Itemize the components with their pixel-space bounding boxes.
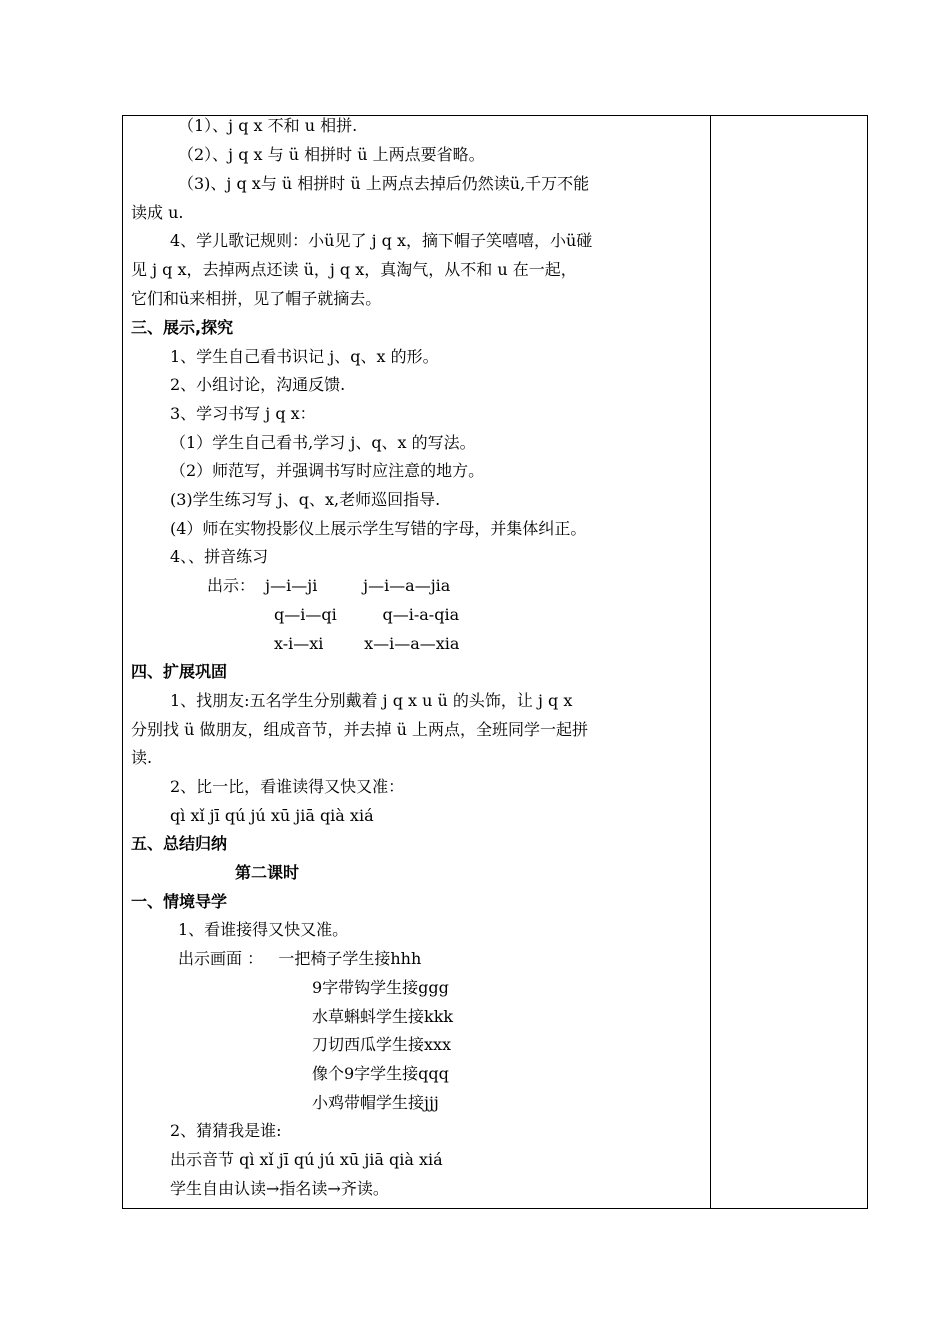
- text-line: 1、找朋友:五名学生分别戴着 j q x u ü 的头饰，让 j q x: [170, 691, 573, 710]
- section-heading: 三、展示,探究: [131, 318, 234, 337]
- text-line: （2）师范写，并强调书写时应注意的地方。: [170, 461, 485, 480]
- text-line: 2、猜猜我是谁:: [170, 1121, 282, 1140]
- text-line: 2、比一比，看谁读得又快又准：: [170, 777, 405, 796]
- text-line: 水草蝌蚪学生接kkk: [312, 1007, 454, 1026]
- text-line: 它们和ü来相拼，见了帽子就摘去。: [131, 289, 382, 308]
- text-line: 像个9字学生接qqq: [312, 1064, 449, 1083]
- lesson-period-title: 第二课时: [235, 863, 300, 882]
- text-line: 读.: [131, 748, 153, 767]
- section-heading: 五、总结归纳: [131, 834, 228, 853]
- text-line: （3)、j q x与 ü 相拼时 ü 上两点去掉后仍然读ü,千万不能: [178, 174, 590, 193]
- text-line: 4、、拼音练习: [170, 547, 269, 566]
- text-line: 1、看谁接得又快又准。: [178, 920, 349, 939]
- text-line: 2、小组讨论，沟通反馈.: [170, 375, 346, 394]
- text-line: 见 j q x，去掉两点还读 ü，j q x，真淘气，从不和 u 在一起，: [131, 260, 577, 279]
- section-heading: 一、情境导学: [131, 892, 228, 911]
- text-line: 出示： j—i—ji j—i—a—jia: [207, 576, 451, 595]
- text-line: x-i—xi x—i—a—xia: [274, 634, 460, 653]
- text-line: 9字带钩学生接ggg: [312, 978, 449, 997]
- text-line: qì xǐ jī qú jú xū jiā qià xiá: [170, 806, 374, 825]
- text-line: （2）、j q x 与 ü 相拼时 ü 上两点要省略。: [178, 145, 485, 164]
- text-line: 出示音节 qì xǐ jī qú jú xū jiā qià xiá: [170, 1150, 443, 1169]
- table-column-divider: [710, 115, 711, 1209]
- text-line: (4）师在实物投影仪上展示学生写错的字母，并集体纠正。: [170, 519, 587, 538]
- text-line: 分别找 ü 做朋友，组成音节，并去掉 ü 上两点，全班同学一起拼: [131, 720, 588, 739]
- text-line: 出示画面 ： 一把椅子学生接hhh: [178, 949, 422, 968]
- text-line: 3、学习书写 j q x：: [170, 404, 316, 423]
- section-heading: 四、扩展巩固: [131, 662, 228, 681]
- text-line: 4、学儿歌记规则：小ü见了 j q x，摘下帽子笑嘻嘻，小ü碰: [170, 231, 593, 250]
- text-line: q—i—qi q—i-a-qia: [274, 605, 460, 624]
- text-line: (3)学生练习写 j、q、x,老师巡回指导.: [170, 490, 441, 509]
- text-line: 小鸡带帽学生接jjj: [312, 1093, 439, 1112]
- text-line: （1）学生自己看书,学习 j、q、x 的写法。: [170, 433, 476, 452]
- text-line: 1、学生自己看书识记 j、q、x 的形。: [170, 347, 439, 366]
- text-line: （1）、j q x 不和 u 相拼.: [178, 116, 358, 135]
- text-line: 读成 u.: [131, 203, 184, 222]
- text-line: 学生自由认读→指名读→齐读。: [170, 1179, 389, 1198]
- text-line: 刀切西瓜学生接xxx: [312, 1035, 452, 1054]
